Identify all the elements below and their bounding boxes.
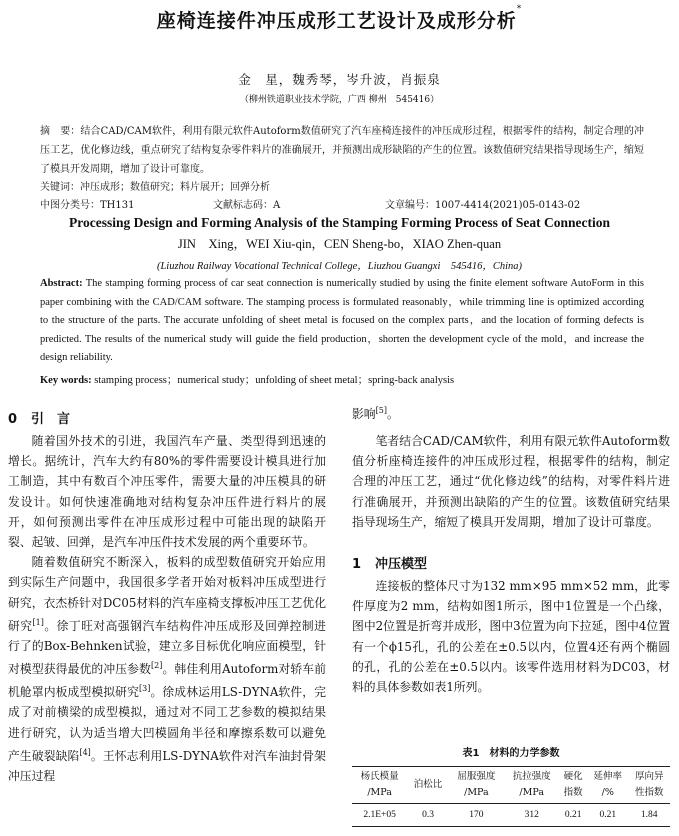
model-paragraph: 连接板的整体尺寸为132 mm×95 mm×52 mm，此零件厚度为2 mm，结构如图1所示，图中1位置是一个凸缘，图中2位置是折弯并成形，图中3位置为向下拉延，图中4位置有一个ϕ15孔，孔的公差在±0.5以内，位置4还有两个椭圆的孔，孔的公差在±0.5以内。该零件选用材料为DC03，材料的具体参数如表1所列。: [352, 579, 670, 695]
intro-paragraph-1: 随着国外技术的引进，我国汽车产量、类型得到迅速的增长。据统计，汽车大约有80%的零件需要设计模具进行加工制造，其中有数百个冲压零件，需要大量的冲压模具的研发设计。如何快速准确地对结构复杂冲压件进行料片的展开，如何预测出零件在冲压成形过程中可能出现的缺陷开裂、起皱、回弹，是汽车冲压件技术发展的两个重要环节。: [8, 434, 326, 550]
class-number: 中图分类号：TH131: [40, 200, 135, 211]
table-header-cell: 抗拉强度 /MPa: [504, 767, 559, 804]
title-en: Processing Design and Forming Analysis of the Stamping Forming Process of Seat Connection: [68, 215, 610, 230]
section-0-heading: 0 引 言: [8, 412, 71, 427]
intro-paragraph-3: 笔者结合CAD/CAM软件，利用有限元软件Autoform数值分析座椅连接件的冲压成形过程，根据零件的结构，制定合理的冲压工艺，通过“优化修边线”的结构，对零件料片进行准确展开，并预测出缺陷的产生的位置。该数值研究结果指导现场生产，缩短了模具开发周期，增加了设计可靠度。: [352, 434, 670, 529]
abstract-cn-text: 结合CAD/CAM软件，利用有限元软件Autoform数值研究了汽车座椅连接件的冲压成形过程，根据零件的结构，制定合理的冲压工艺，优化修边线，重点研究了结构复杂零件料片的准确展开，并预测出成形缺陷的产生的位置。该数值研究结果指导现场生产，缩短了模具开发周期，增加了设计可靠度。: [40, 126, 644, 175]
title-footnote-mark: *: [516, 4, 523, 14]
left-column: [8, 431, 326, 786]
table-cell: 0.21: [559, 804, 587, 827]
affiliation-en: (Liuzhou Railway Vocational Technical College，Liuzhou Guangxi 545416，China): [156, 261, 523, 272]
table-caption: 表1 材料的力学参数: [462, 748, 560, 759]
table-body: [352, 804, 670, 827]
table-header-cell: 厚向异 性指数: [628, 767, 670, 804]
table-cell: 2.1E+05: [352, 804, 407, 827]
abstract-cn: [40, 122, 644, 179]
affiliation-cn: （柳州铁道职业技术学院，广西 柳州 545416）: [239, 95, 440, 105]
right-column-continuation: 影响[5]。: [352, 406, 399, 421]
table-header-cell: 硬化 指数: [559, 767, 587, 804]
abstract-en-label: Abstract:: [40, 278, 83, 289]
table-cell: 312: [504, 804, 559, 827]
abstract-en: [40, 275, 644, 368]
section-1-heading: 1 冲压模型: [352, 557, 428, 572]
keywords-cn: 关键词：冲压成形；数值研究；料片展开；回弹分析: [40, 182, 270, 193]
intro-paragraph-2: 随着数值研究不断深入，板料的成型数值研究开始应用到实际生产问题中，我国很多学者开始对板料冲压成型进行研究，衣杰桥针对DC05材料的汽车座椅支撑板冲压工艺优化研究[1]。徐丁旺对高强钢汽车结构件冲压成形及回弹控制进行了的Box-Behnken试验，建立多目标优化响应面模型，针对模型获得最优的冲压参数[2]。韩佳利用Autoform对轿车前机舱罩内板成型模拟研究[3]。徐成林运用LS-DYNA软件，完成了对前横梁的成型模拟，通过对不同工艺参数的模拟结果进行研究，认为适当增大凹模圆角半径和摩擦系数可以避免产生破裂缺陷[4]。王怀志利用LS-DYNA软件对汽车油封骨架冲压过程: [8, 555, 326, 783]
article-number: 文章编号：1007-4414(2021)05-0143-02: [385, 200, 581, 211]
table-header-cell: 泊松比: [407, 767, 448, 804]
paper-title: 座椅连接件冲压成形工艺设计及成形分析*: [156, 4, 523, 32]
authors-cn: 金 星，魏秀琴，岑升波，肖振泉: [238, 72, 441, 87]
table-cell: 170: [449, 804, 504, 827]
table-header-cell: 杨氏模量 /MPa: [352, 767, 407, 804]
material-table: [352, 766, 670, 827]
document-code: 文献标志码：A: [213, 200, 281, 211]
table-header-row: [352, 767, 670, 804]
table-header-cell: 屈服强度 /MPa: [449, 767, 504, 804]
table-cell: 0.3: [407, 804, 448, 827]
table-row: [352, 804, 670, 827]
table-cell: 0.21: [587, 804, 628, 827]
table-header-cell: 延伸率 /%: [587, 767, 628, 804]
authors-en: JIN Xing，WEI Xiu-qin，CEN Sheng-bo，XIAO Zhen-quan: [177, 237, 502, 251]
abstract-en-text: The stamping forming process of car seat connection is numerically studied by using the finite element software AutoForm in this paper combining with the CAD/CAM software. The stamping process is formulated reasonably，while trimming line is optimized according to the structure of the parts. The accurate unfolding of sheet metal is focused on the complex parts，and the location of forming defects is predicted. The results of the numerical study will guide the field production，shorten the development cycle of the mold，and increase the design reliability.: [40, 278, 644, 363]
abstract-cn-label: 摘 要：: [40, 126, 81, 137]
table-cell: 1.84: [628, 804, 670, 827]
keywords-en: Key words: stamping process；numerical study；unfolding of sheet metal；spring-back analysis: [40, 375, 455, 386]
